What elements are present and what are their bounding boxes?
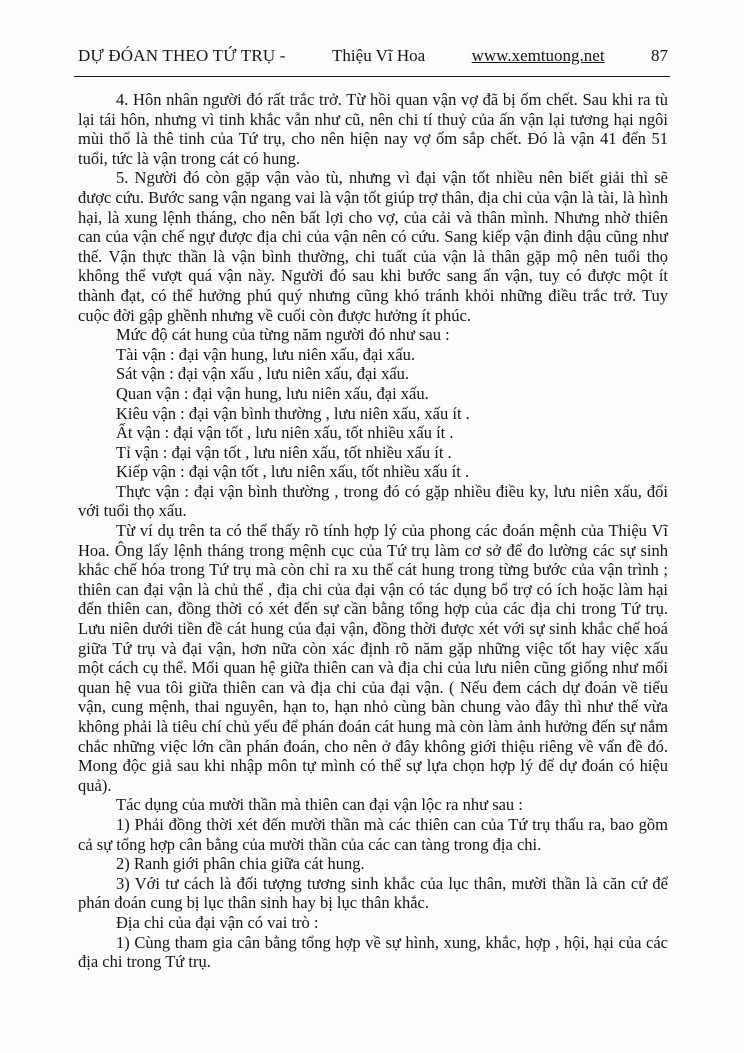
paragraph: Tác dụng của mười thần mà thiên can đại vận lộc ra như sau :: [116, 795, 523, 815]
paragraph: Tài vận : đại vận hung, lưu niên xấu, đại xấu.: [116, 344, 415, 364]
paragraph: Kiêu vận : đại vận bình thường , lưu niên xấu, xấu ít .: [116, 403, 470, 423]
page-header: [78, 46, 668, 66]
paragraph: 3) Với tư cách là đối tượng tương sinh khắc của lục thân, mười thần là căn cứ để phán đoán cung bị lục thân sinh hay bị lục thân khắc.: [78, 873, 668, 913]
paragraph: Địa chi của đại vận có vai trò :: [116, 912, 319, 932]
paragraph: 2) Ranh giới phân chia giữa cát hung.: [116, 854, 365, 874]
paragraph: Sát vận : đại vận xấu , lưu niên xấu, đại xấu.: [116, 364, 410, 384]
paragraph: Từ ví dụ trên ta có thể thấy rõ tính hợp lý của phong các đoán mệnh của Thiệu Vĩ Hoa. Ông lấy lệnh tháng trong mệnh cục của Tứ trụ làm cơ sở để đo lường các sự sinh khắc chế hóa trong Tứ trụ mà còn chỉ ra xu thế cát hung trong từng bước của vận trình ; thiên can đại vận là chủ thể , địa chi của đại vận có tác dụng bổ trợ có ích hoặc làm hại đến thiên can, đồng thời có xét đến sự cần bằng tổng hợp của các địa chi trong Tứ trụ. Lưu niên dưới tiền đề cát hung của đại vận, đồng thời được xét với sự sinh khắc chế hoá giữa Tứ trụ và đại vận, hơn nữa còn xác định rõ năm gặp những việc tốt hay việc xấu một cách cụ thể. Mối quan hệ giữa thiên can và địa chi của lưu niên cũng giống như mối quan hệ vua tôi giữa thiên can và địa chi của đại vận. ( Nếu đem cách dự đoán về tiểu vận, cung mệnh, thai nguyên, hạn to, hạn nhỏ cùng bàn chung vào đây thì như thế vừa không phải là tiêu chí chủ yếu để phán đoán cát hung mà còn làm ảnh hưởng đến sự nắm chắc những việc lớn cần phán đoán, cho nên ở đây không giới thiệu riêng về vấn đề đó. Mong độc giả sau khi nhập môn tự mình có thể sự lựa chọn hợp lý để dự đoán có hiệu quả).: [78, 521, 668, 795]
paragraph: 1) Phải đồng thời xét đến mười thần mà các thiên can của Tứ trụ thấu ra, bao gồm cả sự tổng hợp cân bằng của mười thần của các can tàng trong địa chi.: [78, 814, 668, 854]
paragraph: Ất vận : đại vận tốt , lưu niên xấu, tốt nhiều xấu ít .: [116, 423, 454, 443]
paragraph: Thực vận : đại vận bình thường , trong đó có gặp nhiều điều ky, lưu niên xấu, đối với tuổi thọ xấu.: [78, 481, 668, 521]
website-url: www.xemtuong.net: [471, 46, 605, 65]
paragraph: Quan vận : đại vận hung, lưu niên xấu, đại xấu.: [116, 383, 429, 403]
header-divider: [74, 76, 670, 77]
paragraph: 5. Người đó còn gặp vận vào tù, nhưng vì đại vận tốt nhiều nên biết giải thì sẽ được cứu. Bước sang vận ngang vai là vận tốt giúp trợ thân, địa chi của vận là tài, là hình hại, là xung lệnh tháng, cho nên bất lợi cho vợ, của cải và thân mình. Nhưng nhờ thiên can của vận chế ngự được địa chi của vận nên có cứu. Sang kiếp vận đinh dậu cũng như thế. Vận thực thần là vận bình thường, chi tuất của vận là thân gặp mộ nên tuổi thọ không thể vượt quá vận này. Người đó sau khi bước sang ấn vận, tuy có được một ít thành đạt, có thể hưởng phú quý nhưng cũng khó tránh khỏi những điều trắc trở. Tuy cuộc đời gập ghềnh nhưng về cuối còn được hưởng ít phúc.: [78, 168, 668, 325]
book-title: DỰ ĐÓAN THEO TỨ TRỤ -: [78, 46, 286, 65]
author-name: Thiệu Vĩ Hoa: [332, 46, 426, 65]
paragraph: Mức độ cát hung của từng năm người đó như sau :: [116, 325, 450, 345]
paragraph: 1) Cùng tham gia cân bằng tổng hợp về sự hình, xung, khắc, hợp , hội, hại của các địa chi trong Tứ trụ.: [78, 932, 668, 972]
paragraph: 4. Hôn nhân người đó rất trắc trở. Từ hồi quan vận vợ đã bị ốm chết. Sau khi ra tù lại tái hôn, nhưng vì tinh khắc vẫn như cũ, nên chi tí thuỷ của ấn vận lại tương hại ngôi mùi thổ là thê tinh của Tứ trụ, cho nên hiện nay vợ ốm sắp chết. Đó là vận 41 đến 51 tuổi, tức là vận trong cát có hung.: [78, 90, 668, 168]
page-body: [78, 90, 668, 972]
paragraph: Kiếp vận : đại vận tốt , lưu niên xấu, tốt nhiều xấu ít .: [116, 462, 470, 482]
page-number: 87: [650, 46, 668, 65]
paragraph: Tỉ vận : đại vận tốt , lưu niên xấu, tốt nhiều xấu ít .: [116, 442, 452, 462]
